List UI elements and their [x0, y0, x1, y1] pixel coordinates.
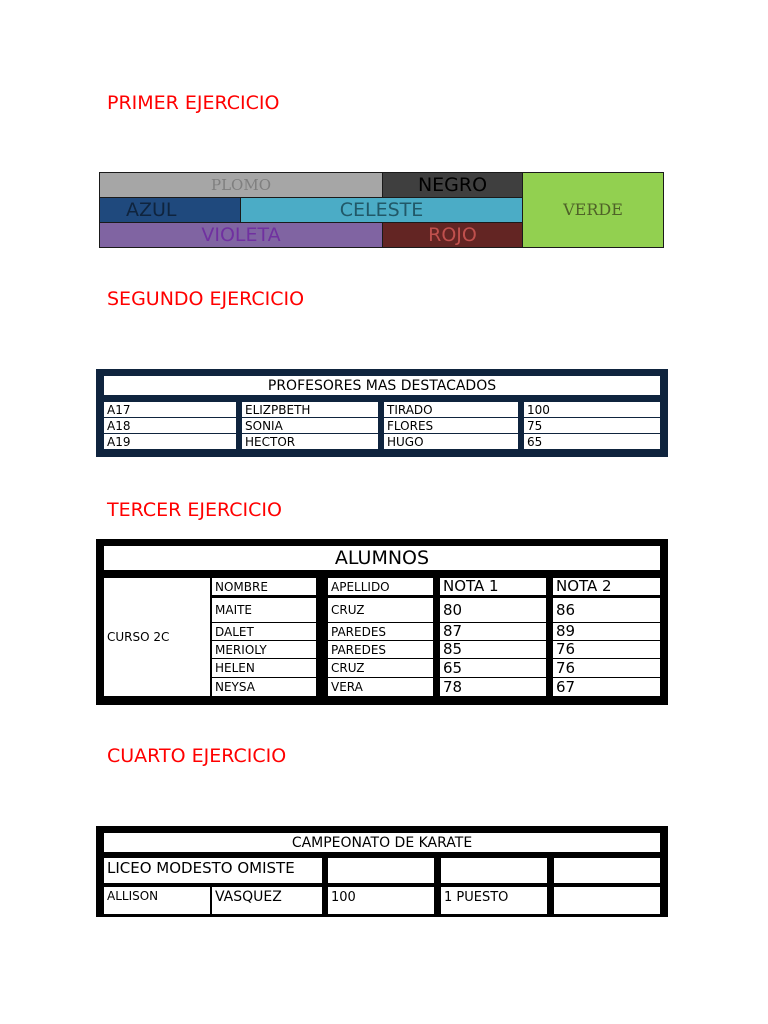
- table-cell: MAITE: [212, 598, 316, 622]
- cell-negro: NEGRO: [382, 172, 523, 198]
- cell-celeste: CELESTE: [240, 197, 523, 223]
- table-cell: CRUZ: [328, 598, 433, 622]
- table-cell: CRUZ: [328, 659, 433, 677]
- table-cell: HECTOR: [242, 434, 378, 449]
- cell-plomo: PLOMO: [99, 172, 383, 198]
- table-cell: 89: [553, 623, 660, 640]
- table-cell: VASQUEZ: [212, 887, 322, 914]
- course-label: CURSO 2C: [104, 578, 210, 696]
- table-cell: A19: [104, 434, 236, 449]
- table-cell: DALET: [212, 623, 316, 640]
- table-karate: [96, 826, 668, 917]
- table-cell: 100: [328, 887, 434, 914]
- table-cell: 76: [553, 659, 660, 677]
- header-apellido: APELLIDO: [328, 578, 433, 595]
- header-nota-1: NOTA 1: [440, 578, 546, 595]
- heading-tercer-ejercicio: TERCER EJERCICIO: [107, 499, 282, 521]
- table-cell: 65: [440, 659, 546, 677]
- heading-segundo-ejercicio: SEGUNDO EJERCICIO: [107, 288, 305, 310]
- cell-violeta: VIOLETA: [99, 222, 383, 248]
- table-title: ALUMNOS: [104, 546, 660, 570]
- table-alumnos: [96, 539, 668, 705]
- header-nombre: NOMBRE: [212, 578, 316, 595]
- table-cell: HELEN: [212, 659, 316, 677]
- table-cell: [554, 887, 660, 914]
- table-cell: VERA: [328, 678, 433, 696]
- table-cell: TIRADO: [384, 402, 518, 417]
- table-cell: 67: [553, 678, 660, 696]
- heading-primer-ejercicio: PRIMER EJERCICIO: [107, 92, 280, 114]
- heading-cuarto-ejercicio: CUARTO EJERCICIO: [107, 745, 287, 767]
- table-cell: NEYSA: [212, 678, 316, 696]
- cell-verde: VERDE: [522, 172, 664, 248]
- table-cell: 80: [440, 598, 546, 622]
- table-profesores: [96, 369, 668, 457]
- table-cell: ELIZPBETH: [242, 402, 378, 417]
- table-cell: 78: [440, 678, 546, 696]
- table-cell: PAREDES: [328, 641, 433, 658]
- cell-azul: AZUL: [99, 197, 241, 223]
- header-nota-2: NOTA 2: [553, 578, 660, 595]
- table-cell: SONIA: [242, 418, 378, 433]
- table-cell: A18: [104, 418, 236, 433]
- cell-rojo: ROJO: [382, 222, 523, 248]
- color-grid: [99, 172, 664, 248]
- table-cell: 76: [553, 641, 660, 658]
- table-cell: ALLISON: [104, 887, 210, 914]
- table-cell: 1 PUESTO: [441, 887, 547, 914]
- table-cell: 75: [524, 418, 660, 433]
- table-title: CAMPEONATO DE KARATE: [104, 833, 660, 852]
- table-title: PROFESORES MAS DESTACADOS: [104, 376, 660, 395]
- table-cell: A17: [104, 402, 236, 417]
- table-cell: 86: [553, 598, 660, 622]
- empty-cell: [554, 858, 660, 883]
- table-cell: 65: [524, 434, 660, 449]
- empty-cell: [441, 858, 547, 883]
- table-cell: 85: [440, 641, 546, 658]
- table-cell: HUGO: [384, 434, 518, 449]
- empty-cell: [328, 858, 434, 883]
- school-name: LICEO MODESTO OMISTE: [104, 858, 322, 883]
- table-cell: PAREDES: [328, 623, 433, 640]
- table-cell: 87: [440, 623, 546, 640]
- table-cell: 100: [524, 402, 660, 417]
- table-cell: MERIOLY: [212, 641, 316, 658]
- table-cell: FLORES: [384, 418, 518, 433]
